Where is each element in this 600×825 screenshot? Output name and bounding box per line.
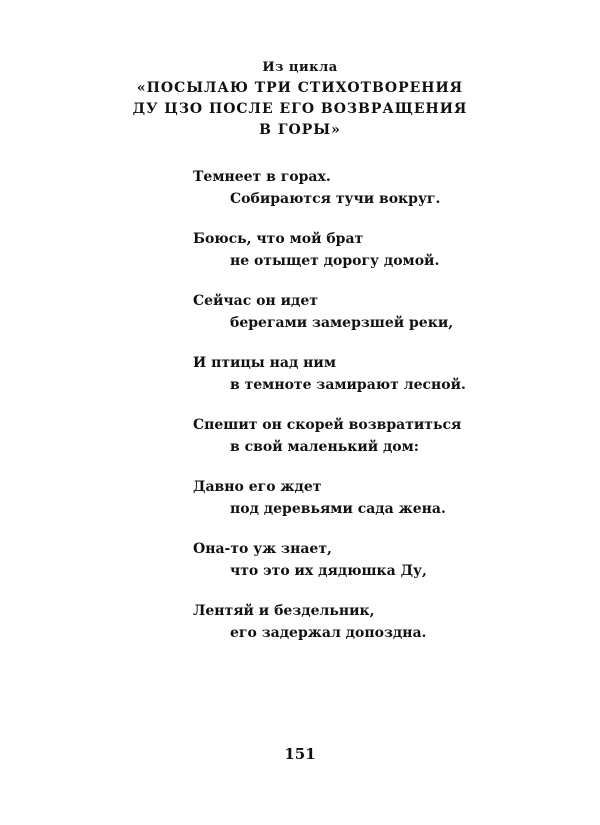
poem-line: Темнеет в горах. [193, 169, 331, 185]
poem-line-indented: не отыщет дорогу домой. [230, 253, 440, 269]
cycle-label: Из цикла [262, 60, 338, 75]
poem-body [193, 166, 573, 662]
poem-line: Спешит он скорей возвратиться [193, 417, 462, 433]
poem-line-indented: что это их дядюшка Ду, [230, 563, 427, 579]
stanza [193, 352, 573, 414]
poem-line: Давно его ждет [193, 479, 322, 495]
stanza [193, 600, 573, 662]
stanza [193, 476, 573, 538]
poem-line-indented: Собираются тучи вокруг. [230, 191, 441, 207]
poem-line: Боюсь, что мой брат [193, 231, 364, 247]
poem-line-indented: берегами замерзшей реки, [230, 315, 454, 331]
poem-line-indented: в свой маленький дом: [230, 439, 419, 455]
page-number: 151 [284, 745, 316, 763]
poem-line-indented: в темноте замирают лесной. [230, 377, 466, 393]
stanza [193, 414, 573, 476]
poem-line: И птицы над ним [193, 355, 336, 371]
poem-line: Она-то уж знает, [193, 541, 332, 557]
cycle-title-line: ДУ ЦЗО ПОСЛЕ ЕГО ВОЗВРАЩЕНИЯ [132, 101, 468, 117]
stanza [193, 538, 573, 600]
poem-line-indented: под деревьями сада жена. [230, 501, 446, 517]
poem-line: Лентяй и бездельник, [193, 603, 375, 619]
cycle-title-line: «ПОСЫЛАЮ ТРИ СТИХОТВОРЕНИЯ [136, 80, 464, 96]
poem-heading [0, 58, 600, 141]
poem-line: Сейчас он идет [193, 293, 318, 309]
stanza [193, 290, 573, 352]
stanza [193, 228, 573, 290]
stanza [193, 166, 573, 228]
cycle-title-line: В ГОРЫ» [259, 122, 341, 138]
poem-line-indented: его задержал допоздна. [230, 625, 427, 641]
